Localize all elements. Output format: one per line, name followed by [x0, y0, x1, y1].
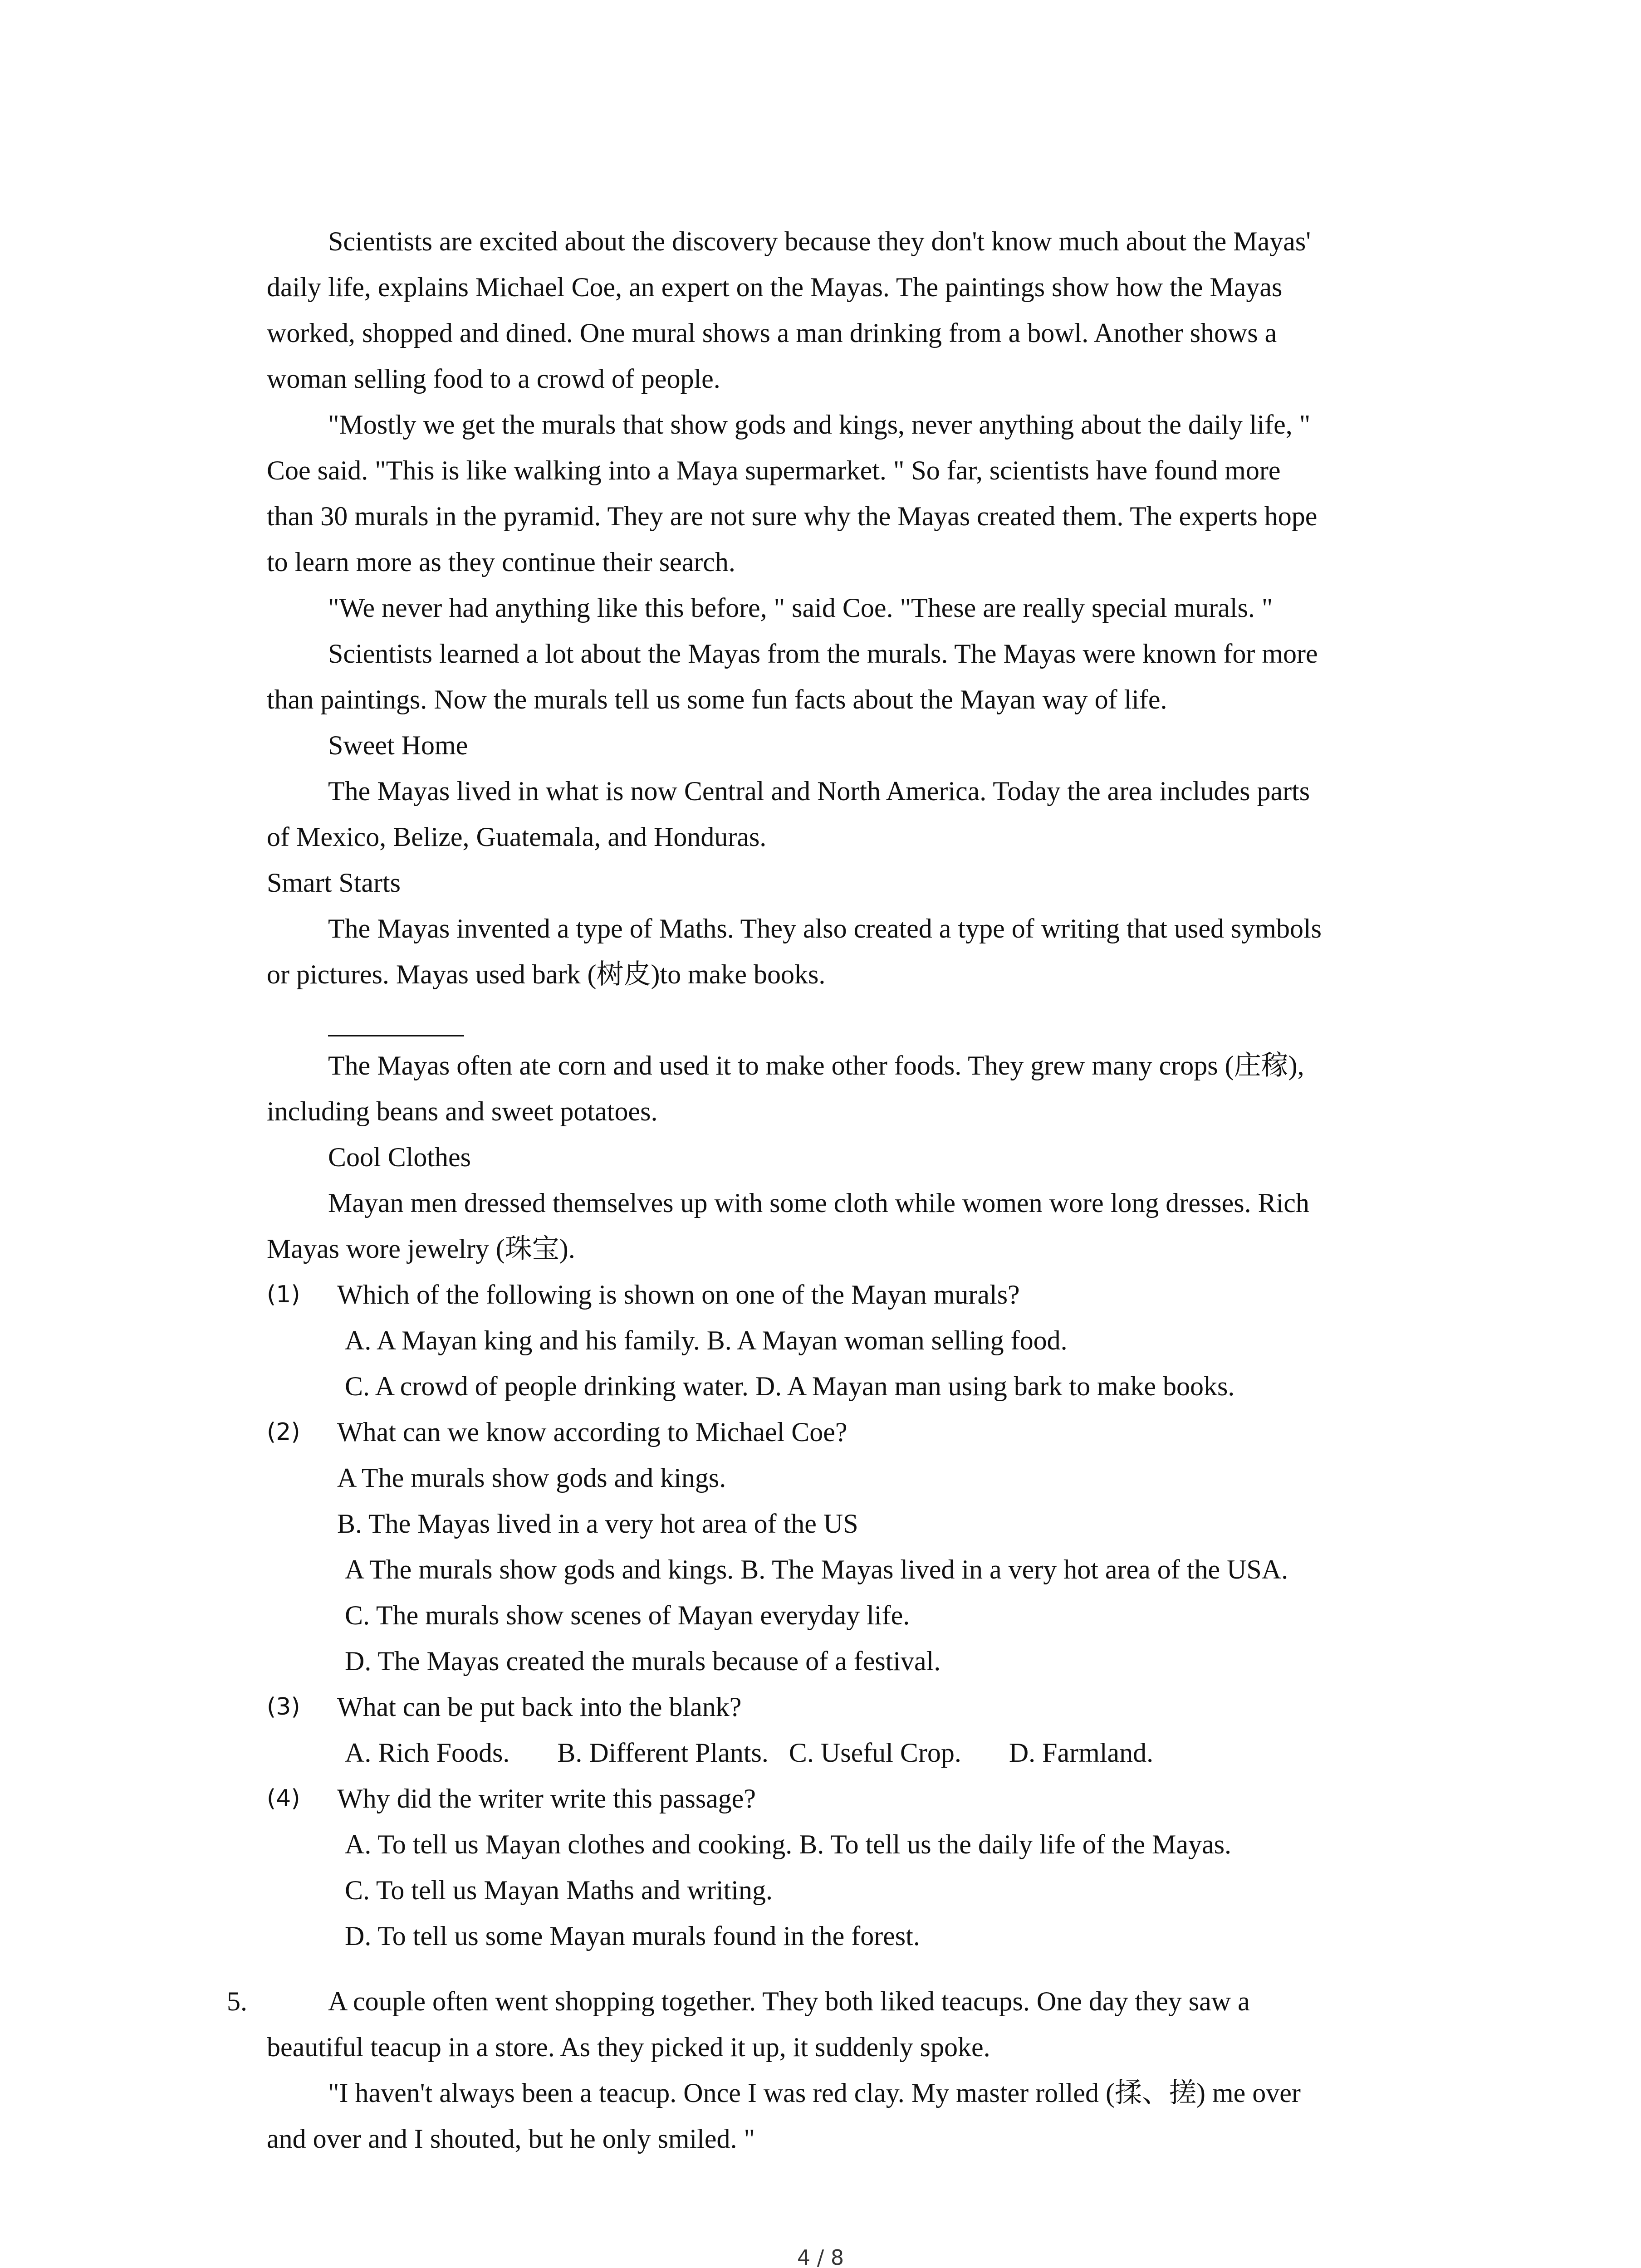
- passage-line: The Mayas invented a type of Maths. They also created a type of writing that used symbols: [328, 914, 1322, 943]
- passage-line: "I haven't always been a teacup. Once I was red clay. My master rolled (揉、搓) me over: [328, 2078, 1301, 2108]
- question-number: 5.: [227, 1986, 247, 2016]
- question-options: A The murals show gods and kings.: [337, 1463, 726, 1493]
- passage-line: The Mayas lived in what is now Central and North America. Today the area includes parts: [328, 776, 1310, 806]
- passage-line: Coe said. "This is like walking into a Maya supermarket. " So far, scientists have found more: [267, 455, 1281, 485]
- question-options: D. The Mayas created the murals because of a festival.: [345, 1646, 941, 1676]
- passage-line: woman selling food to a crowd of people.: [267, 364, 720, 394]
- passage-line: The Mayas often ate corn and used it to make other foods. They grew many crops (庄稼),: [328, 1051, 1304, 1080]
- question-options: C. The murals show scenes of Mayan everyday life.: [345, 1600, 910, 1630]
- passage-line: Mayas wore jewelry (珠宝).: [267, 1234, 575, 1264]
- passage-line: daily life, explains Michael Coe, an expert on the Mayas. The paintings show how the Mayas: [267, 272, 1283, 302]
- question-options: B. The Mayas lived in a very hot area of the US: [337, 1509, 858, 1539]
- question-text: Why did the writer write this passage?: [337, 1784, 756, 1813]
- question-options: D. To tell us some Mayan murals found in the forest.: [345, 1921, 920, 1951]
- passage-line: than paintings. Now the murals tell us some fun facts about the Mayan way of life.: [267, 684, 1167, 714]
- passage-line: "We never had anything like this before, " said Coe. "These are really special murals. ": [328, 593, 1273, 623]
- passage-line: of Mexico, Belize, Guatemala, and Honduras.: [267, 822, 767, 852]
- passage-line: Scientists learned a lot about the Mayas from the murals. The Mayas were known for more: [328, 639, 1318, 669]
- question-options: C. A crowd of people drinking water. D. A Mayan man using bark to make books.: [345, 1371, 1235, 1401]
- question-number: (4): [267, 1785, 300, 1812]
- passage-line: "Mostly we get the murals that show gods and kings, never anything about the daily life, ": [328, 410, 1311, 440]
- question-options: A. A Mayan king and his family. B. A Mayan woman selling food.: [345, 1325, 1068, 1355]
- passage-line: and over and I shouted, but he only smiled. ": [267, 2124, 755, 2154]
- section-heading: Cool Clothes: [328, 1142, 471, 1172]
- passage-line: worked, shopped and dined. One mural shows a man drinking from a bowl. Another shows a: [267, 318, 1277, 348]
- passage-line: including beans and sweet potatoes.: [267, 1096, 658, 1126]
- passage-line: or pictures. Mayas used bark (树皮)to make books.: [267, 959, 826, 989]
- question-number: (2): [267, 1418, 300, 1446]
- section-heading: Smart Starts: [267, 868, 401, 898]
- blank-heading-line: [328, 1035, 464, 1036]
- page-number: 4 / 8: [797, 2245, 844, 2268]
- section-heading: Sweet Home: [328, 730, 468, 760]
- question-options: A The murals show gods and kings. B. The Mayas lived in a very hot area of the USA.: [345, 1554, 1288, 1584]
- passage-line: to learn more as they continue their search.: [267, 547, 735, 577]
- question-number: (1): [267, 1281, 300, 1308]
- question-number: (3): [267, 1693, 300, 1721]
- question-options: A. Rich Foods. B. Different Plants. C. Useful Crop. D. Farmland.: [345, 1738, 1154, 1768]
- question-options: A. To tell us Mayan clothes and cooking. B. To tell us the daily life of the Mayas.: [345, 1829, 1232, 1859]
- passage-line: Mayan men dressed themselves up with some cloth while women wore long dresses. Rich: [328, 1188, 1309, 1218]
- passage-line: than 30 murals in the pyramid. They are not sure why the Mayas created them. The experts hope: [267, 501, 1318, 531]
- passage-line: Scientists are excited about the discovery because they don't know much about the Mayas': [328, 226, 1311, 256]
- question-text: Which of the following is shown on one of the Mayan murals?: [337, 1280, 1020, 1310]
- question-text: What can be put back into the blank?: [337, 1692, 742, 1722]
- passage-line: A couple often went shopping together. They both liked teacups. One day they saw a: [328, 1986, 1250, 2016]
- question-options: C. To tell us Mayan Maths and writing.: [345, 1875, 773, 1905]
- passage-line: beautiful teacup in a store. As they picked it up, it suddenly spoke.: [267, 2032, 990, 2062]
- question-text: What can we know according to Michael Coe?: [337, 1417, 847, 1447]
